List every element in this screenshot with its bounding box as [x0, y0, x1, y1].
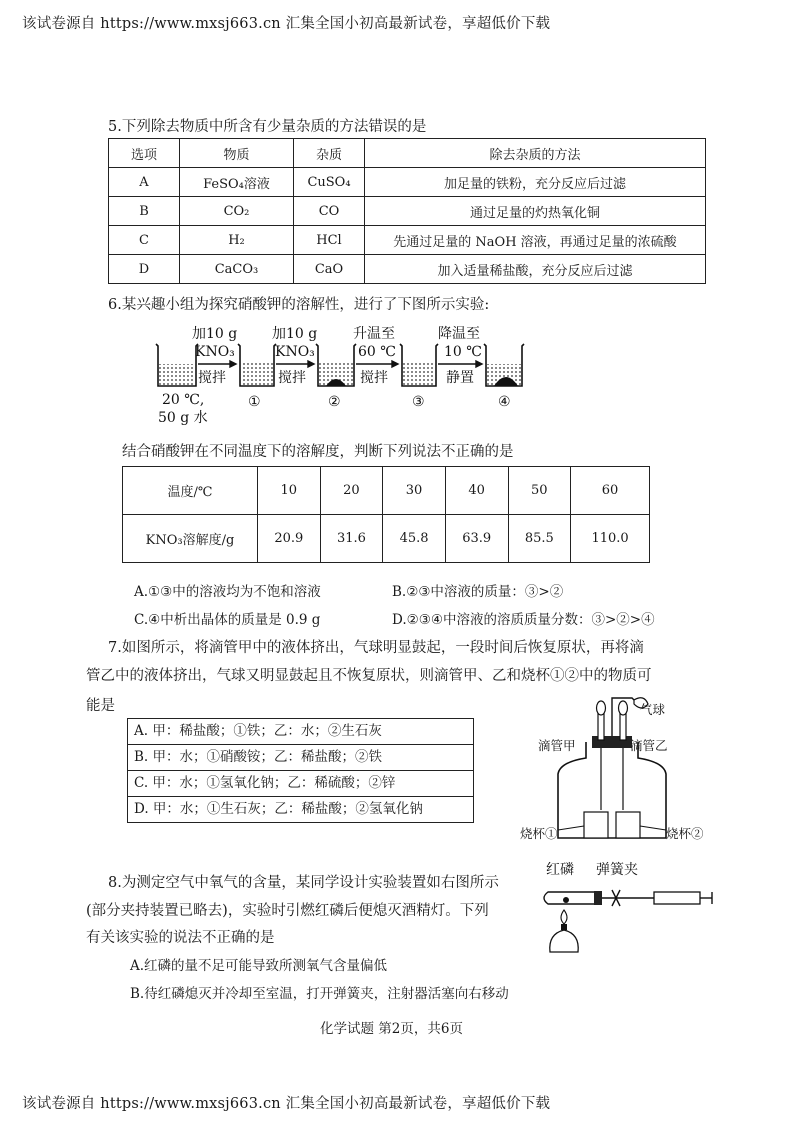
step3-top: 升温至	[353, 326, 395, 342]
q7-apparatus-diagram	[520, 690, 710, 850]
table-cell: 50	[508, 467, 571, 515]
q8-line1: 8.为测定空气中氧气的含量，某同学设计实验装置如右图所示	[108, 875, 499, 891]
table-row	[109, 255, 706, 284]
table-cell: 85.5	[508, 515, 571, 563]
col-header: 选项	[109, 139, 180, 168]
table-row	[123, 467, 650, 515]
table-row	[123, 515, 650, 563]
table-cell: B	[109, 197, 180, 226]
table-cell: 温度/℃	[123, 467, 258, 515]
page-footer: 化学试题 第2页，共6页	[320, 1021, 463, 1037]
label-beaker-1: 烧杯①	[520, 826, 558, 841]
step1-sub: KNO₃	[195, 344, 235, 360]
q7-option-b: B. 甲：水；①硝酸铵；乙：稀盐酸；②铁	[128, 745, 473, 771]
table-cell: 加足量的铁粉，充分反应后过滤	[365, 168, 706, 197]
col-header: 杂质	[294, 139, 365, 168]
source-header: 该试卷源自 https://www.mxsj663.cn 汇集全国小初高最新试卷，享超低价下载	[22, 16, 551, 32]
table-cell: HCl	[294, 226, 365, 255]
beaker-label-1: ①	[248, 394, 261, 410]
beaker-2	[316, 344, 356, 386]
q6-option-a: A.①③中的溶液均为不饱和溶液	[134, 584, 321, 600]
beaker-3	[400, 344, 438, 386]
table-cell: KNO₃溶解度/g	[123, 515, 258, 563]
table-cell: 63.9	[445, 515, 508, 563]
start-condition-temp: 20 ℃,	[162, 392, 205, 408]
table-cell: 31.6	[320, 515, 383, 563]
table-row	[109, 197, 706, 226]
q7-options-box	[127, 718, 474, 823]
table-cell: 40	[445, 467, 508, 515]
table-cell: 110.0	[571, 515, 650, 563]
table-cell: H₂	[180, 226, 294, 255]
table-cell: FeSO₄溶液	[180, 168, 294, 197]
label-balloon: 气球	[640, 702, 666, 717]
q7-line3: 能是	[86, 698, 115, 714]
step4-sub: 10 ℃	[444, 344, 482, 360]
q7-option-d: D. 甲：水；①生石灰；乙：稀盐酸；②氢氧化钠	[134, 801, 423, 817]
table-cell: CaCO₃	[180, 255, 294, 284]
table-cell: 10	[258, 467, 321, 515]
table-cell: CuSO₄	[294, 168, 365, 197]
step2-sub: KNO₃	[275, 344, 315, 360]
label-dropper-a: 滴管甲	[538, 738, 576, 753]
step2-top: 加10 g	[272, 326, 318, 342]
q7-line1: 7.如图所示，将滴管甲中的液体挤出，气球明显鼓起，一段时间后恢复原状，再将滴	[108, 640, 644, 656]
label-red-phosphorus: 红磷	[546, 862, 574, 878]
q8-option-a: A.红磷的量不足可能导致所测氧气含量偏低	[130, 958, 388, 974]
start-condition-water: 50 g 水	[158, 410, 208, 426]
q7-line2: 管乙中的液体挤出，气球又明显鼓起且不恢复原状，则滴管甲、乙和烧杯①②中的物质可	[86, 668, 652, 684]
q8-option-b: B.待红磷熄灭并冷却至室温，打开弹簧夹，注射器活塞向右移动	[130, 986, 509, 1002]
step3-bottom: 搅拌	[360, 370, 388, 386]
q6-solubility-table	[122, 466, 650, 563]
table-cell: D	[109, 255, 180, 284]
col-header: 物质	[180, 139, 294, 168]
label-spring-clamp: 弹簧夹	[596, 862, 638, 878]
col-header: 除去杂质的方法	[365, 139, 706, 168]
table-cell: 加入适量稀盐酸，充分反应后过滤	[365, 255, 706, 284]
label-dropper-b: 滴管乙	[630, 738, 668, 753]
table-cell: 20.9	[258, 515, 321, 563]
beaker-label-4: ④	[498, 394, 511, 410]
table-cell: A	[109, 168, 180, 197]
step4-top: 降温至	[438, 326, 480, 342]
beaker-label-2: ②	[328, 394, 341, 410]
step3-sub: 60 ℃	[358, 344, 396, 360]
table-cell: 20	[320, 467, 383, 515]
table-row	[109, 226, 706, 255]
q6-option-d: D.②③④中溶液的溶质质量分数：③>②>④	[392, 612, 655, 628]
source-footer: 该试卷源自 https://www.mxsj663.cn 汇集全国小初高最新试卷，享超低价下载	[22, 1096, 551, 1112]
q7-option-a: A. 甲：稀盐酸；①铁；乙：水；②生石灰	[128, 719, 473, 745]
q8-line3: 有关该实验的说法不正确的是	[86, 930, 275, 946]
q8-apparatus-diagram	[536, 858, 716, 958]
step1-bottom: 搅拌	[198, 370, 226, 386]
q6-option-c: C.④中析出晶体的质量是 0.9 g	[134, 612, 321, 628]
beaker-start	[156, 344, 198, 386]
q5-title: 5.下列除去物质中所含有少量杂质的方法错误的是	[108, 119, 427, 135]
q6-intro: 结合硝酸钾在不同温度下的溶解度，判断下列说法不正确的是	[122, 444, 514, 460]
q5-table	[108, 138, 706, 284]
table-cell: C	[109, 226, 180, 255]
table-cell: CO	[294, 197, 365, 226]
table-cell: 通过足量的灼热氧化铜	[365, 197, 706, 226]
table-cell: 45.8	[383, 515, 446, 563]
q6-option-b: B.②③中溶液的质量：③>②	[392, 584, 564, 600]
step1-top: 加10 g	[192, 326, 238, 342]
step4-bottom: 静置	[446, 370, 474, 386]
q6-dissolution-diagram	[150, 322, 540, 434]
table-cell: CO₂	[180, 197, 294, 226]
beaker-label-3: ③	[412, 394, 425, 410]
q7-option-c: C. 甲：水；①氢氧化钠；乙：稀硫酸；②锌	[128, 771, 473, 797]
table-row	[109, 139, 706, 168]
table-row	[109, 168, 706, 197]
table-cell: 先通过足量的 NaOH 溶液，再通过足量的浓硫酸	[365, 226, 706, 255]
label-beaker-2: 烧杯②	[666, 826, 704, 841]
q8-line2: (部分夹持装置已略去)，实验时引燃红磷后便熄灭酒精灯。下列	[86, 903, 489, 919]
step2-bottom: 搅拌	[278, 370, 306, 386]
table-cell: 30	[383, 467, 446, 515]
beaker-1	[238, 344, 276, 386]
table-cell: 60	[571, 467, 650, 515]
table-cell: CaO	[294, 255, 365, 284]
q6-title: 6.某兴趣小组为探究硝酸钾的溶解性，进行了下图所示实验:	[108, 297, 490, 313]
beaker-4	[484, 344, 524, 386]
